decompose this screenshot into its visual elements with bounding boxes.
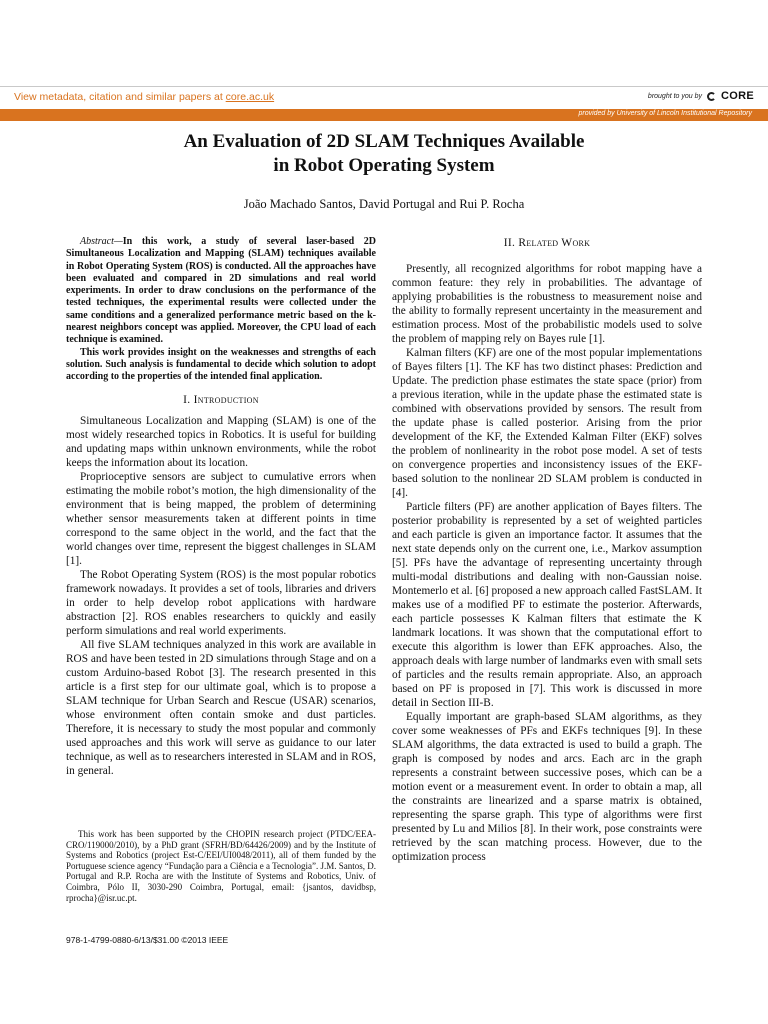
core-metadata-prefix: View metadata, citation and similar papers at (14, 91, 226, 103)
related-paragraph-1: Presently, all recognized algorithms for robot mapping have a common feature: they rely in probabilities. The advantage of applying probabilities is the robustness to measurement noise and the ability to formally represent uncertainty in the measurement and estimation process. Most of the probabilistic models used to solve the problem of mapping rely on Bayes rule [1]. (392, 263, 702, 345)
core-header-bar (0, 86, 768, 109)
introduction-heading: I. Introduction (183, 393, 259, 406)
abstract-paragraph-2: This work provides insight on the weaknesses and strengths of each solution. Such analysis is fundamental to decide which solution to adopt according to the properties of the intended final application. (66, 346, 376, 383)
related-paragraph-2: Kalman filters (KF) are one of the most popular implementations of Bayes filters [1]. The KF has two distinct phases: Prediction and Update. The prediction phase estimates the state space (prior) from a previous iteration, while in the update phase the estimated state is combined with observations provided by sensors. The result from the update phase is called posterior. Arising from the prior development of the KF, the Extended Kalman Filter (EKF) solves the problem of nonlinearity in the robot pose model. A set of tests on convergence properties and inconsistency issues of the EKF-based solution to the nonlinear 2D SLAM problem is conducted in [4]. (392, 347, 702, 499)
related-paragraph-4: Equally important are graph-based SLAM algorithms, as they cover some weaknesses of PFs and EKFs techniques [9]. In these SLAM algorithms, the data extracted is used to build a graph. The graph is composed by nodes and arcs. Each arc in the graph represents a constraint between successive poses, which can be a motion event or a measurement event. In order to obtain a map, all the constraints are linearized and a sparse matrix is obtained, representing the sparse graph. This type of algorithms were first presented by Lu and Milios [8]. In their work, pose constraints were retrieved by the scan matching process. However, due to the optimization process (392, 711, 702, 863)
abstract (66, 236, 376, 347)
funding-footnote: This work has been supported by the CHOPIN research project (PTDC/EEA-CRO/119000/2010), by a PhD grant (SFRH/BD/64426/2009) and by the Institute of Systems and Robotics (project Est-C/EEI/UI0048/2011), all of them funded by the Portuguese science agency “Fundação para a Ciência e a Tecnologia”. J.M. Santos, D. Portugal and R.P. Rocha are with the Institute of Systems and Robotics, Univ. of Coimbra, Pólo II, 3030-290 Coimbra, Portugal, email: {jsantos, davidbsp, rprocha}@isr.uc.pt. (66, 829, 376, 903)
brought-to-you-by-label: brought to you by (647, 92, 703, 100)
intro-paragraph-3: The Robot Operating System (ROS) is the most popular robotics framework nowadays. It provides a set of tools, libraries and drivers in order to help develop robot applications with hardware abstraction [2]. ROS enables researchers to quickly and easily perform simulations and real world experiments. (66, 568, 376, 637)
paper-title-line-1: An Evaluation of 2D SLAM Techniques Available (183, 131, 585, 152)
related-work-heading: II. Related Work (503, 237, 591, 249)
paper-title (0, 130, 768, 178)
abstract-paragraph-1: In this work, a study of several laser-based 2D Simultaneous Localization and Mapping (SLAM) techniques available in Robot Operating System (ROS) is conducted. All the approaches have been evaluated and compared in 2D simulations and real world experiments. In order to draw conclusions on the performance of the tested techniques, the experimental results were collected under the same conditions and a generalized performance metric based on the k-nearest neighbors concept was applied. Moreover, the CPU load of each technique is examined. (66, 236, 376, 346)
intro-paragraph-2: Proprioceptive sensors are subject to cumulative errors when estimating the mobile robot’s motion, the high dimensionality of the environment that is being mapped, the problem of determining whether sensor measurements taken at different points in time correspond to the same object in the world, and the fact that the world changes over time, represent the biggest challenges in SLAM [1]. (66, 470, 376, 567)
paper-title-line-2: in Robot Operating System (273, 155, 495, 176)
provided-by-strip (0, 109, 768, 121)
isbn-copyright: 978-1-4799-0880-6/13/$31.00 ©2013 IEEE (66, 935, 229, 945)
core-link[interactable]: core.ac.uk (225, 91, 275, 103)
intro-paragraph-4: All five SLAM techniques analyzed in this work are available in ROS and have been tested in 2D simulations through Stage and on a custom Arduino-based Robot [3]. The research presented in this article is a first step for our ultimate goal, which is to propose a SLAM technique for Urban Search and Rescue (USAR) scenarios, whose environment often contain smoke and dust particles. Therefore, it is necessary to study the most popular and commonly used approaches and this work will serve as guidance to our later technique, as well as to researchers interested in SLAM and in ROS, in general. (66, 638, 376, 777)
core-logo-icon (707, 92, 716, 101)
core-logo-text: CORE (721, 90, 754, 102)
abstract-label: Abstract— (80, 236, 123, 247)
paper-authors: João Machado Santos, David Portugal and Rui P. Rocha (243, 197, 525, 211)
intro-paragraph-1: Simultaneous Localization and Mapping (SLAM) is one of the most widely researched topics in Robotics. It is useful for building and updating maps within unknown environments, while the robot keeps the information about its location. (66, 414, 376, 469)
left-column (66, 236, 376, 778)
right-column (392, 236, 702, 864)
related-paragraph-3: Particle filters (PF) are another application of Bayes filters. The posterior probability is represented by a set of weighted particles and each particle is given an importance factor. It assumes that the next state depends only on the current one, i.e., Markov assumption [5]. PFs have the advantage of representing uncertainty through multi-modal distributions and dealing with non-Gaussian noise. Montemerlo et al. [6] proposed a new approach called FastSLAM. It makes use of a modified PF to estimate the posterior. Afterwards, each particle possesses K Kalman filters that estimate the K landmark locations. It was shown that the computational effort to execute this algorithm is lower than EFK approaches. Also, the approach deals with large number of landmarks even with small sets of particles and the results remain appropriate. Also, an approach based on PF is proposed in [7]. This work is discussed in more detail in Section III-B. (392, 501, 702, 709)
core-branding[interactable] (648, 90, 754, 102)
provided-by-text[interactable]: provided by University of Lincoln Institutional Repository (578, 110, 752, 117)
core-metadata-notice (14, 91, 274, 103)
